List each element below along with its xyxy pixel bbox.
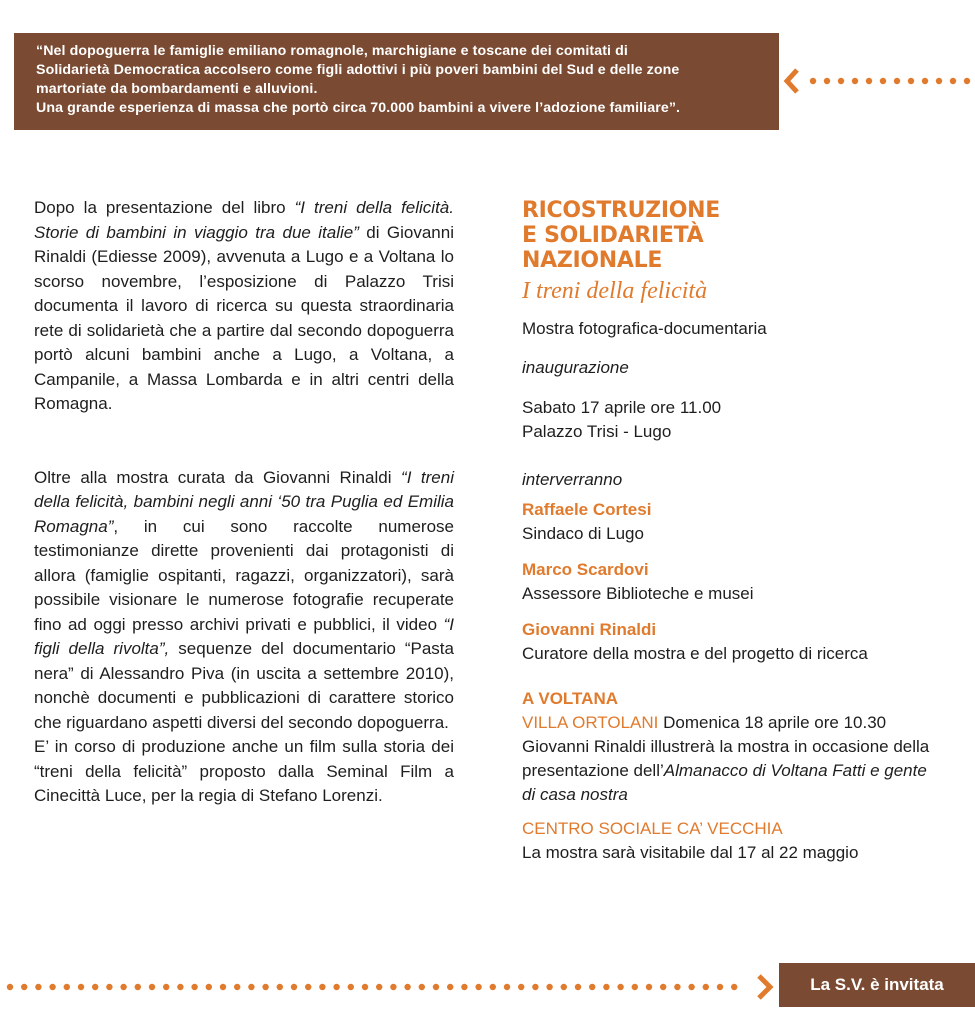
- book-title: “I treni della felicità. Storie di bambini in viaggio tra due italie”: [34, 198, 454, 242]
- venue-when: Domenica 18 aprile ore 10.30: [658, 713, 887, 732]
- video-title: “I figli della rivolta”,: [34, 614, 454, 658]
- arrow-left-icon: [779, 66, 975, 96]
- speaker-name: Raffaele Cortesi: [522, 500, 652, 519]
- exhibit-type: Mostra fotografica-documentaria: [522, 319, 767, 338]
- event-title: [522, 198, 962, 273]
- speaker-role: Curatore della mostra e del progetto di ricerca: [522, 644, 868, 663]
- quote-line: “Nel dopoguerra le famiglie emiliano romagnole, marchigiane e toscane dei comitati di: [36, 43, 628, 59]
- speaker: [522, 618, 962, 666]
- event-title-line: NAZIONALE: [522, 248, 663, 273]
- venue-name: CENTRO SOCIALE CA’ VECCHIA: [522, 819, 783, 838]
- venue-description: La mostra sarà visitabile dal 17 al 22 maggio: [522, 843, 859, 862]
- voltana-heading: A VOLTANA: [522, 689, 619, 708]
- intro-text-cont: di Giovanni Rinaldi (Ediesse 2009), avvenuta a Lugo e a Voltana lo scorso novembre, l’esposizione di Palazzo Trisi documenta il lavoro di ricerca su questa straordinaria rete di solidarietà che a partire dal secondo dopoguerra portò alcuni bambini anche a Lugo, a Voltana, a Campanile, a Massa Lombarda e in altri centri della Romagna.: [34, 222, 454, 413]
- exhibit-text: Oltre alla mostra curata da Giovanni Rinaldi: [34, 467, 402, 487]
- event-title-line: E SOLIDARIETÀ: [522, 223, 704, 248]
- exhibit-title: “I treni della felicità, bambini negli anni ‘50 tra Puglia ed Emilia Romagna”: [34, 467, 454, 536]
- intro-paragraph: [34, 196, 454, 417]
- exhibit-text-cont: , in cui sono raccolte numerose testimonianze dirette provenienti dai protagonisti di allora (famiglie ospitanti, ragazzi, organizzatori), sarà possibile visionare le numerose fotografie recuperate fino ad oggi presso archivi privati e pubblici, il video: [34, 516, 454, 634]
- almanac-title: Almanacco di Voltana Fatti e gente di casa nostra: [522, 761, 927, 804]
- speaker-role: Sindaco di Lugo: [522, 524, 644, 543]
- quote-line: martoriate da bombardamenti e alluvioni.: [36, 81, 318, 97]
- speaker: [522, 558, 962, 606]
- villa-ortolani-description: [522, 735, 942, 807]
- quote-line: Solidarietà Democratica accolsero come figli adottivi i più poveri bambini del Sud e delle zone: [36, 62, 680, 78]
- speaker: [522, 498, 962, 546]
- speakers-label: interverranno: [522, 470, 623, 489]
- speaker-name: Giovanni Rinaldi: [522, 620, 657, 639]
- film-paragraph: E’ in corso di produzione anche un film sulla storia dei “treni della felicità” proposto dalla Seminal Film a Cinecittà Luce, per la regia di Stefano Lorenzi.: [34, 737, 454, 805]
- speaker-name: Marco Scardovi: [522, 560, 649, 579]
- event-place: Palazzo Trisi - Lugo: [522, 422, 672, 441]
- inauguration-label: inaugurazione: [522, 358, 629, 377]
- exhibit-text-end: sequenze del documentario “Pasta nera” di Alessandro Piva (in uscita a settembre 2010), nonchè documenti e pubblicazioni di carattere storico che riguardano aspetti diversi del secondo dopoguerra.: [34, 639, 454, 732]
- quote-line: Una grande esperienza di massa che portò circa 70.000 bambini a vivere l’adozione familiare”.: [36, 100, 681, 116]
- event-info-column: [522, 198, 962, 865]
- invite-badge: La S.V. è invitata: [779, 963, 975, 1007]
- villa-ortolani-line: [522, 711, 962, 735]
- body-text-column: [34, 196, 454, 809]
- venue-name: VILLA ORTOLANI: [522, 713, 659, 732]
- venue-description: Giovanni Rinaldi illustrerà la mostra in occasione della presentazione dell’: [522, 737, 930, 780]
- intro-text: Dopo la presentazione del libro: [34, 198, 295, 217]
- event-date: Sabato 17 aprile ore 11.00: [522, 398, 722, 417]
- quote-banner: [14, 33, 779, 130]
- arrow-right-icon: [0, 972, 779, 1002]
- exhibit-paragraph: [34, 466, 454, 736]
- event-subtitle: I treni della felicità: [522, 278, 708, 304]
- speaker-role: Assessore Biblioteche e musei: [522, 584, 754, 603]
- event-title-line: RICOSTRUZIONE: [522, 198, 721, 223]
